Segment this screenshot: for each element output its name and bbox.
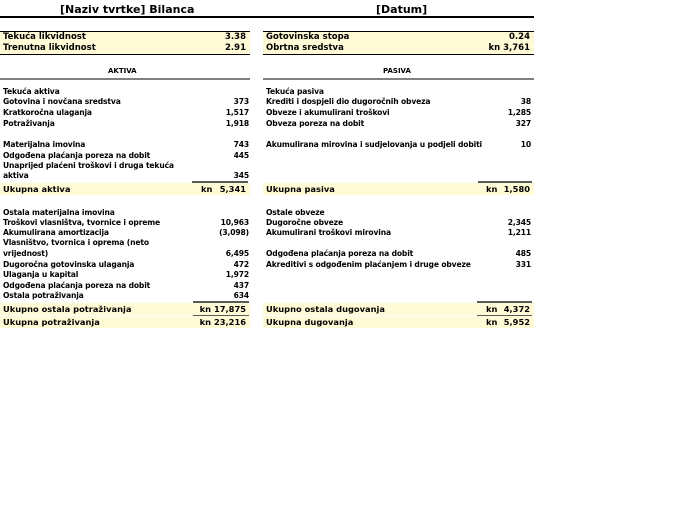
ratio-cash-ratio <box>263 32 534 43</box>
ratio-value: kn 3,761 <box>488 43 530 53</box>
aktiva-row <box>3 249 249 259</box>
total-value: kn 23,216 <box>199 317 246 327</box>
pasiva-row <box>266 218 531 228</box>
row-label: vrijednost) <box>3 249 49 258</box>
aktiva-row <box>3 97 249 107</box>
aktiva-row <box>3 260 249 270</box>
pasiva-heading: PASIVA <box>383 67 411 75</box>
total-label: Ukupna aktiva <box>3 184 71 194</box>
ratios-right <box>263 31 534 55</box>
pasiva-row <box>266 260 531 270</box>
pasiva-current-heading: Tekuća pasiva <box>266 87 324 96</box>
row-label: Vlasništvo, tvornica i oprema (neto <box>3 238 149 247</box>
pasiva-heading-rule <box>263 78 534 80</box>
row-value: 2,345 <box>507 218 531 227</box>
title-underline <box>0 16 534 18</box>
row-value: 445 <box>233 151 249 160</box>
total-label: Ukupno ostala potraživanja <box>3 304 132 314</box>
total-label: Ukupna dugovanja <box>266 317 354 327</box>
aktiva-row <box>3 171 249 181</box>
aktiva-row <box>3 270 249 280</box>
pasiva-row <box>266 140 531 150</box>
row-label: Ostala potraživanja <box>3 291 84 300</box>
row-label: Odgođena plaćanja poreza na dobit <box>3 151 151 160</box>
row-value: 472 <box>233 260 249 269</box>
row-label: Potraživanja <box>3 119 55 128</box>
row-value: 1,972 <box>225 270 249 279</box>
aktiva-row <box>3 281 249 291</box>
total-currency: kn <box>486 304 498 314</box>
pasiva-row <box>266 97 531 107</box>
total-label: Ukupno ostala dugovanja <box>266 304 385 314</box>
total-value: 5,341 <box>219 184 246 194</box>
pasiva-row <box>266 228 531 238</box>
row-value: 634 <box>233 291 249 300</box>
aktiva-other-heading: Ostala materijalna imovina <box>3 208 115 217</box>
row-label: Materijalna imovina <box>3 140 86 149</box>
ratio-current-ratio <box>0 32 250 43</box>
row-label: Odgođena plaćanja poreza na dobit <box>266 249 414 258</box>
aktiva-current-heading: Tekuća aktiva <box>3 87 60 96</box>
aktiva-row <box>3 228 249 238</box>
ratio-label: Gotovinska stopa <box>266 32 350 42</box>
total-value: kn 17,875 <box>199 304 246 314</box>
aktiva-row <box>3 119 249 129</box>
row-value: 345 <box>233 171 249 180</box>
row-value: 373 <box>233 97 249 106</box>
ratio-value: 2.91 <box>225 43 246 53</box>
ratio-label: Tekuća likvidnost <box>3 32 86 42</box>
row-value: 1,285 <box>507 108 531 117</box>
aktiva-grand-total-row <box>0 316 250 328</box>
row-label: Ulaganja u kapital <box>3 270 79 279</box>
row-label: Gotovina i novčana sredstva <box>3 97 121 106</box>
row-value: (3,098) <box>219 228 249 237</box>
row-value: 1,918 <box>225 119 249 128</box>
total-currency: kn <box>486 317 498 327</box>
ratios-left <box>0 31 250 55</box>
pasiva-total-row <box>263 183 534 195</box>
row-value: 437 <box>233 281 249 290</box>
row-label: Krediti i dospjeli dio dugoročnih obveza <box>266 97 431 106</box>
row-label: Unaprijed plaćeni troškovi i druga tekuća <box>3 161 174 170</box>
row-label: Akreditivi s odgođenim plaćanjem i druge obveze <box>266 260 471 269</box>
ratio-working-capital <box>263 43 534 54</box>
ratio-value: 0.24 <box>509 32 530 42</box>
row-value: 10,963 <box>220 218 249 227</box>
total-label: Ukupna pasiva <box>266 184 335 194</box>
ratio-label: Trenutna likvidnost <box>3 43 96 53</box>
row-label: aktiva <box>3 171 29 180</box>
row-label: Akumulirana mirovina i sudjelovanja u podjeli dobiti <box>266 140 483 149</box>
row-value: 743 <box>233 140 249 149</box>
row-value: 327 <box>515 119 531 128</box>
ratio-label: Obrtna sredstva <box>266 43 344 53</box>
row-label: Akumulirani troškovi mirovina <box>266 228 391 237</box>
pasiva-row <box>266 249 531 259</box>
row-label: Odgođena plaćanja poreza na dobit <box>3 281 151 290</box>
ratio-quick-ratio <box>0 43 250 54</box>
aktiva-row <box>3 108 249 118</box>
row-label: Dugoročna gotovinska ulaganja <box>3 260 135 269</box>
aktiva-other-total-row <box>0 303 250 315</box>
company-title: [Naziv tvrtke] Bilanca <box>60 3 195 16</box>
row-value: 38 <box>520 97 531 106</box>
pasiva-other-heading: Ostale obveze <box>266 208 325 217</box>
aktiva-row <box>3 218 249 228</box>
total-currency: kn <box>486 184 498 194</box>
pasiva-other-total-row <box>263 303 534 315</box>
aktiva-heading-rule <box>0 78 250 80</box>
row-value: 485 <box>515 249 531 258</box>
total-value: 5,952 <box>503 317 530 327</box>
row-label: Akumulirana amortizacija <box>3 228 109 237</box>
row-value: 1,211 <box>507 228 531 237</box>
aktiva-row <box>3 140 249 150</box>
row-label: Dugoročne obveze <box>266 218 343 227</box>
row-label: Obveze i akumulirani troškovi <box>266 108 390 117</box>
report-date: [Datum] <box>376 3 428 16</box>
aktiva-row-label-line1 <box>3 238 249 248</box>
row-label: Troškovi vlasništva, tvornice i opreme <box>3 218 161 227</box>
row-label: Kratkoročna ulaganja <box>3 108 92 117</box>
total-label: Ukupna potraživanja <box>3 317 100 327</box>
aktiva-row-label-line1 <box>3 161 249 171</box>
aktiva-row <box>3 291 249 301</box>
row-value: 331 <box>515 260 531 269</box>
row-label: Obveza poreza na dobit <box>266 119 365 128</box>
aktiva-row <box>3 151 249 161</box>
total-currency: kn <box>201 184 213 194</box>
row-value: 6,495 <box>225 249 249 258</box>
pasiva-grand-total-row <box>263 316 534 328</box>
pasiva-row <box>266 119 531 129</box>
total-value: 1,580 <box>503 184 530 194</box>
row-value: 10 <box>520 140 531 149</box>
pasiva-row <box>266 108 531 118</box>
aktiva-heading: AKTIVA <box>108 67 137 75</box>
total-value: 4,372 <box>503 304 530 314</box>
aktiva-total-row <box>0 183 250 195</box>
ratio-value: 3.38 <box>225 32 246 42</box>
row-value: 1,517 <box>225 108 249 117</box>
